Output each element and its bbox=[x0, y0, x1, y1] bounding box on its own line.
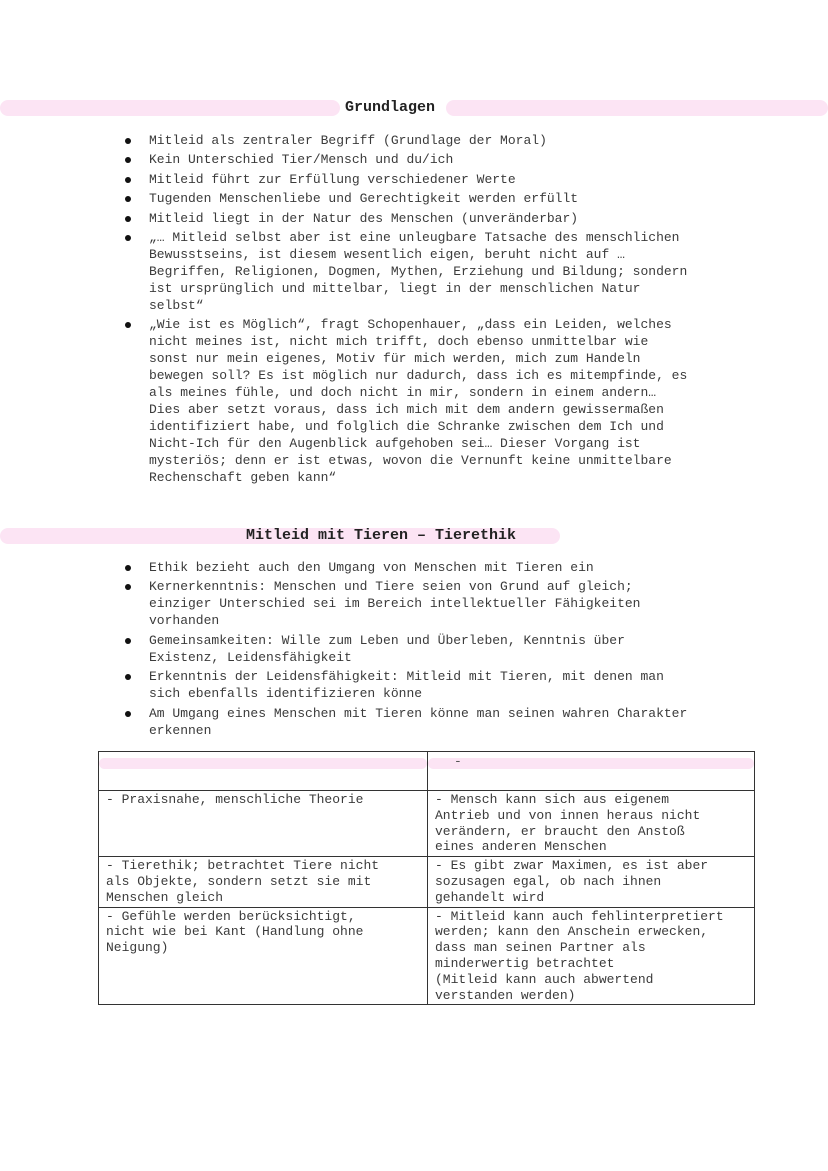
table-cell: - Tierethik; betrachtet Tiere nicht als Objekte, sondern setzt sie mit Menschen gleich bbox=[99, 857, 428, 907]
section-heading-grundlagen: Grundlagen bbox=[345, 99, 436, 116]
list-item: Mitleid liegt in der Natur des Menschen (unveränderbar) bbox=[122, 210, 742, 227]
list-item: Mitleid führt zur Erfüllung verschiedener Werte bbox=[122, 171, 742, 188]
bullet-list-tierethik bbox=[122, 559, 742, 741]
table-row bbox=[99, 791, 755, 857]
table-header-cell: - bbox=[428, 752, 755, 791]
list-item: Kein Unterschied Tier/Mensch und du/ich bbox=[122, 151, 742, 168]
list-item: Mitleid als zentraler Begriff (Grundlage der Moral) bbox=[122, 132, 742, 149]
bullet-list-grundlagen bbox=[122, 132, 742, 489]
list-item: „Wie ist es Möglich“, fragt Schopenhauer, „dass ein Leiden, welches nicht meines ist, nicht mich trifft, doch ebenso unmittelbar wie sonst nur mein eigenes, Motiv für mich werden, mich zum Handeln bewegen soll? Es ist möglich nur dadurch, dass ich es mitempfinde, es als meines fühle, und doch nicht in mir, sondern in einem andern… Dies aber setzt voraus, dass ich mich mit dem andern gewissermaßen identifiziert habe, und folglich die Schranke zwischen dem Ich und Nicht-Ich für den Augenblick aufgehoben sei… Dieser Vorgang ist mysteriös; denn er ist etwas, wovon die Vernunft keine unmittelbare Rechenschaft geben kann“ bbox=[122, 316, 742, 486]
table-header-row bbox=[99, 752, 755, 791]
list-item: Kernerkenntnis: Menschen und Tiere seien von Grund auf gleich; einziger Unterschied sei im Bereich intellektueller Fähigkeiten vorhanden bbox=[122, 578, 742, 629]
table-header-cell bbox=[99, 752, 428, 791]
table-row bbox=[99, 907, 755, 1005]
heading-highlight bbox=[446, 100, 828, 116]
table-cell: - Mensch kann sich aus eigenem Antrieb und von innen heraus nicht verändern, er braucht den Anstoß eines anderen Menschen bbox=[428, 791, 755, 857]
table-cell: - Praxisnahe, menschliche Theorie bbox=[99, 791, 428, 857]
table-cell: - Mitleid kann auch fehlinterpretiert werden; kann den Anschein erwecken, dass man seinen Partner als minderwertig betrachtet (Mitleid kann auch abwertend verstanden werden) bbox=[428, 907, 755, 1005]
table-cell: - Es gibt zwar Maximen, es ist aber sozusagen egal, ob nach ihnen gehandelt wird bbox=[428, 857, 755, 907]
list-item: Tugenden Menschenliebe und Gerechtigkeit werden erfüllt bbox=[122, 190, 742, 207]
list-item: „… Mitleid selbst aber ist eine unleugbare Tatsache des menschlichen Bewusstseins, ist diesem wesentlich eigen, beruht nicht auf … Begriffen, Religionen, Dogmen, Mythen, Erziehung und Bildung; sondern ist ursprünglich und mittelbar, liegt in der menschlichen Natur selbst“ bbox=[122, 229, 742, 314]
list-item: Gemeinsamkeiten: Wille zum Leben und Überleben, Kenntnis über Existenz, Leidensfähigkeit bbox=[122, 632, 742, 666]
heading-highlight bbox=[0, 100, 340, 116]
table-row bbox=[99, 857, 755, 907]
comparison-table bbox=[98, 751, 755, 1005]
list-item: Am Umgang eines Menschen mit Tieren könne man seinen wahren Charakter erkennen bbox=[122, 705, 742, 739]
section-heading-tierethik: Mitleid mit Tieren – Tierethik bbox=[246, 527, 517, 544]
list-item: Ethik bezieht auch den Umgang von Menschen mit Tieren ein bbox=[122, 559, 742, 576]
list-item: Erkenntnis der Leidensfähigkeit: Mitleid mit Tieren, mit denen man sich ebenfalls identifizieren könne bbox=[122, 668, 742, 702]
table-cell: - Gefühle werden berücksichtigt, nicht wie bei Kant (Handlung ohne Neigung) bbox=[99, 907, 428, 1005]
